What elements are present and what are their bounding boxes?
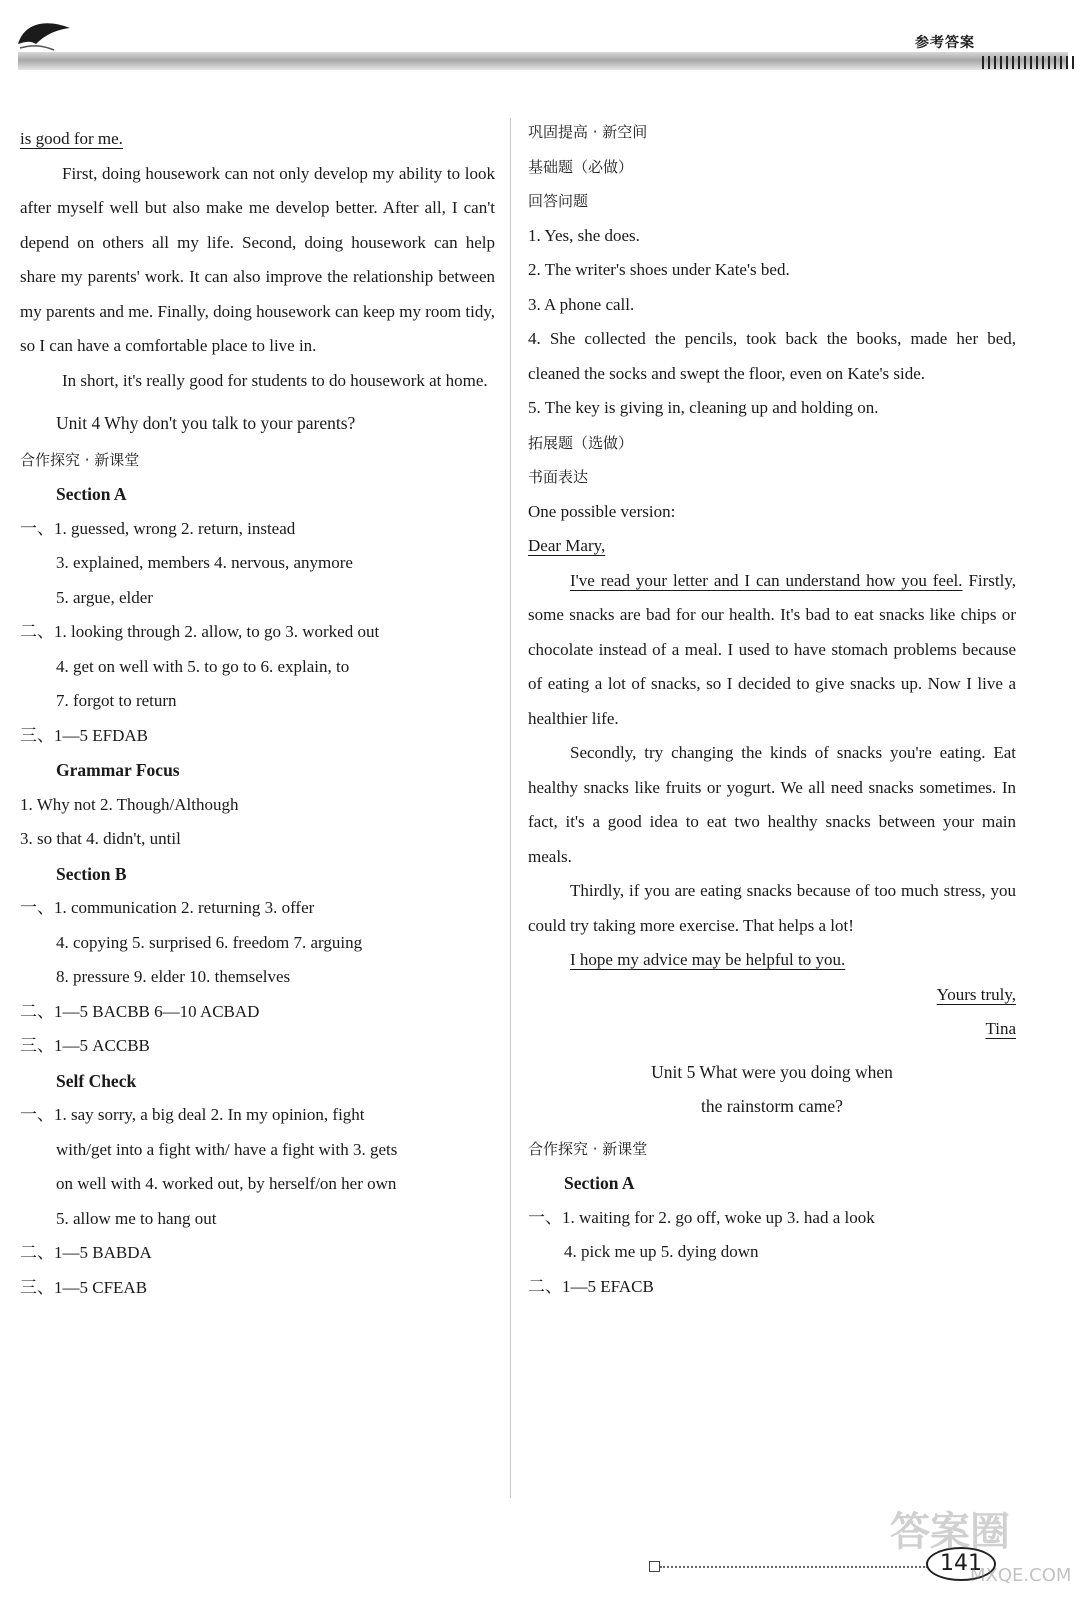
footer-dotted-rule [660, 1566, 928, 1568]
letter-paragraph-2: Secondly, try changing the kinds of snacks you're eating. Eat healthy snacks like fruits or yogurt. We all need snacks sometimes. In fact, it's a good idea to eat two healthy snacks between your main meals. [528, 743, 1016, 866]
section-a-heading: Section A [56, 484, 127, 504]
header-rule [18, 52, 1068, 70]
version-label: One possible version: [528, 501, 676, 521]
answer-line: 一、1. say sorry, a big deal 2. In my opinion, fight [20, 1105, 365, 1124]
letter-paragraph-1 [528, 564, 1016, 737]
column-divider [510, 118, 511, 1498]
writing-label: 书面表达 [528, 468, 589, 486]
answer-line: 二、1—5 BACBB 6—10 ACBAD [20, 1001, 260, 1021]
left-column [20, 122, 495, 1305]
answer-line: 三、1—5 EFDAB [20, 725, 148, 745]
answer-line: 二、1—5 BABDA [20, 1243, 152, 1262]
section-a-heading: Section A [564, 1173, 635, 1193]
letter-closing: Yours truly, [936, 984, 1016, 1004]
answer-line: 一、1. guessed, wrong 2. return, instead [20, 518, 296, 538]
letter-closing-sentence: I hope my advice may be helpful to you. [570, 950, 846, 969]
section-label-cn: 巩固提高 · 新空间 [528, 123, 648, 141]
leaf-logo-icon [14, 14, 74, 54]
extension-questions-label: 拓展题（选做） [528, 433, 634, 452]
self-check-heading: Self Check [56, 1070, 137, 1091]
letter-greeting: Dear Mary, [528, 536, 606, 555]
answer-line: 4. copying 5. surprised 6. freedom 7. arguing [56, 932, 363, 952]
answer-questions-label: 回答问题 [528, 192, 589, 210]
footer-square-icon [649, 1561, 660, 1572]
letter-paragraph-4 [528, 943, 1016, 978]
unit5-title-line2: the rainstorm came? [701, 1096, 843, 1116]
essay-paragraph-2: In short, it's really good for students to do housework at home. [62, 370, 488, 390]
answer-line: 4. She collected the pencils, took back the books, made her bed, cleaned the socks and swept the floor, even on Kate's side. [528, 329, 1016, 383]
letter-paragraph-1-text: Firstly, some snacks are bad for our health. It's bad to eat snacks like chips or chocolate instead of a meal. I used to have stomach problems because of eating a lot of snacks, so I decided to give snacks up. Now I live a healthier life. [528, 570, 1016, 728]
header-title: 参考答案 [915, 35, 975, 51]
answer-line: 二、1—5 EFACB [528, 1276, 654, 1296]
letter-signature: Tina [985, 1019, 1016, 1038]
answer-line: 5. argue, elder [56, 587, 153, 607]
answer-line: 3. so that 4. didn't, until [20, 829, 181, 848]
page-number: 141 [926, 1547, 996, 1581]
answer-line: 二、1. looking through 2. allow, to go 3. worked out [20, 622, 380, 641]
answer-line: 3. A phone call. [528, 294, 635, 314]
letter-paragraph-3: Thirdly, if you are eating snacks because of too much stress, you could try taking more exercise. That helps a lot! [528, 881, 1016, 935]
intro-line: is good for me. [20, 129, 123, 148]
answer-line: 7. forgot to return [56, 691, 177, 710]
right-column [528, 115, 1016, 1304]
answer-line: 三、1—5 CFEAB [20, 1277, 148, 1297]
letter-opening-sentence: I've read your letter and I can understand how you feel. [570, 570, 963, 590]
answer-line: 4. pick me up 5. dying down [564, 1242, 759, 1261]
answer-line: 8. pressure 9. elder 10. themselves [56, 967, 291, 986]
answer-line: 一、1. communication 2. returning 3. offer [20, 898, 315, 917]
unit4-title: Unit 4 Why don't you talk to your parents? [56, 413, 356, 433]
answer-line: 3. explained, members 4. nervous, anymore [56, 553, 353, 572]
answer-line: 1. Why not 2. Though/Although [20, 794, 239, 814]
grammar-focus-heading: Grammar Focus [56, 760, 180, 780]
section-b-heading: Section B [56, 863, 127, 884]
answer-line: 4. get on well with 5. to go to 6. explain, to [56, 656, 350, 676]
answer-line: on well with 4. worked out, by herself/on her own [56, 1174, 397, 1193]
unit5-title-line1: Unit 5 What were you doing when [651, 1061, 893, 1082]
basic-questions-label: 基础题（必做） [528, 157, 634, 176]
watermark-logo: 答案圈 [890, 1509, 1010, 1555]
answer-line: 三、1—5 ACCBB [20, 1036, 150, 1055]
answer-line: 2. The writer's shoes under Kate's bed. [528, 260, 790, 279]
answer-line: 一、1. waiting for 2. go off, woke up 3. had a look [528, 1207, 875, 1227]
essay-paragraph-1: First, doing housework can not only develop my ability to look after myself well but also make me develop better. After all, I can't depend on others all my life. Second, doing housework can help share my parents' work. It can also improve the relationship between my parents and me. Finally, doing housework can keep my room tidy, so I can have a comfortable place to live in. [20, 163, 495, 355]
watermark-url: MXQE.COM [970, 1565, 1072, 1586]
page-header [0, 0, 1082, 72]
answer-line: with/get into a fight with/ have a fight with 3. gets [56, 1139, 398, 1159]
answer-line: 5. The key is giving in, cleaning up and holding on. [528, 398, 879, 417]
answer-line: 5. allow me to hang out [56, 1208, 217, 1228]
header-barcode-decoration [982, 56, 1078, 69]
answer-line: 1. Yes, she does. [528, 225, 640, 245]
section-label-cn: 合作探究 · 新课堂 [528, 1139, 648, 1158]
section-label-cn: 合作探究 · 新课堂 [20, 450, 140, 469]
